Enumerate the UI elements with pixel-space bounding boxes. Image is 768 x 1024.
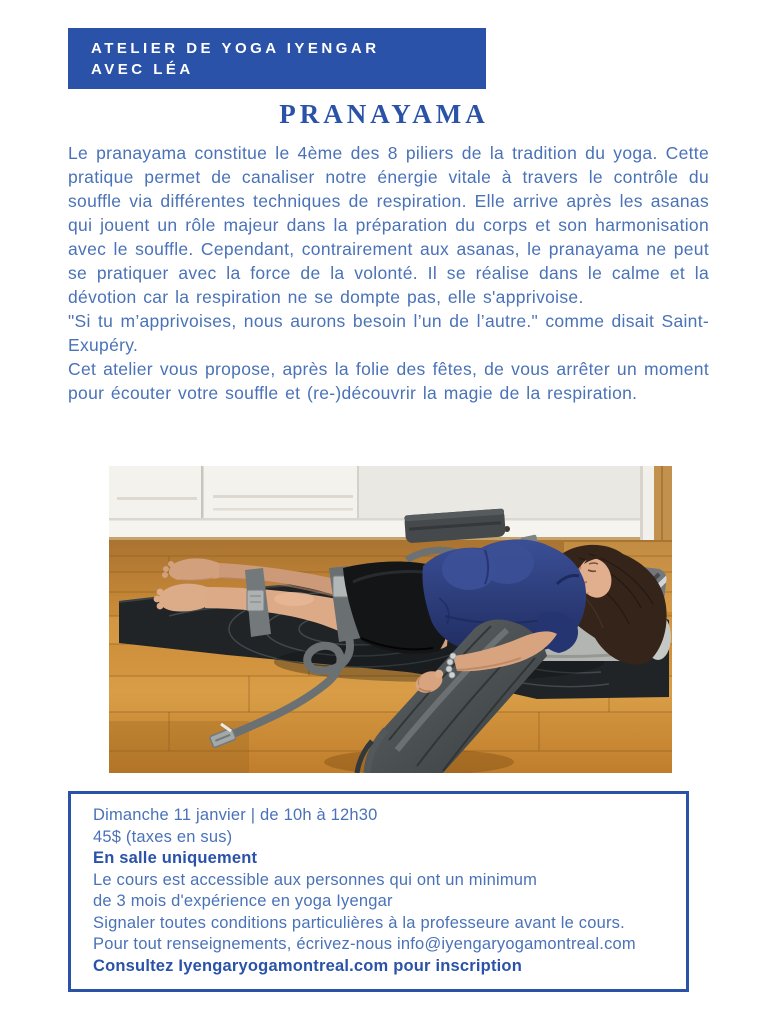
page-title: PRANAYAMA [279,99,489,129]
info-prereq-2: de 3 mois d'expérience en yoga Iyengar [93,892,393,910]
intro-text [68,141,709,405]
info-website-cta: Consultez Iyengaryogamontreal.com pour inscription [93,956,522,975]
header-banner [68,28,486,89]
info-contact-email: Pour tout renseignements, écrivez-nous info@iyengaryogamontreal.com [93,935,636,953]
info-conditions: Signaler toutes conditions particulières à la professeure avant le cours. [93,913,625,932]
intro-paragraph-3: Cet atelier vous propose, après la folie des fêtes, de vous arrêter un moment pour écouter votre souffle et (re-)découvrir la magie de la respiration. [68,359,709,403]
intro-paragraph-1: Le pranayama constitue le 4ème des 8 piliers de la tradition du yoga. Cette pratique permet de canaliser notre énergie vitale à travers le contrôle du souffle via différentes techniques de respiration. Elle arrive après les asanas qui jouent un rôle majeur dans la préparation du corps et son harmonisation avec le souffle. Cependant, contrairement aux asanas, le pranayama ne peut se pratiquer avec la force de la volonté. Il se réalise dans le calme et la dévotion car la respiration ne se dompte pas, elle s'apprivoise. [68,143,709,307]
workshop-photo [109,466,672,773]
info-date-time: Dimanche 11 janvier | de 10h à 12h30 [93,806,378,824]
header-line-1: ATELIER DE YOGA IYENGAR [91,40,380,57]
savasana-illustration [109,466,672,773]
info-box [68,791,689,992]
info-location: En salle uniquement [93,849,258,867]
info-price: 45$ (taxes en sus) [93,827,233,846]
intro-paragraph-2: "Si tu m’apprivoises, nous aurons besoin l’un de l’autre." comme disait Saint-Exupéry. [68,311,709,355]
header-line-2: AVEC LÉA [91,61,194,78]
info-prereq-1: Le cours est accessible aux personnes qui ont un minimum [93,870,538,889]
